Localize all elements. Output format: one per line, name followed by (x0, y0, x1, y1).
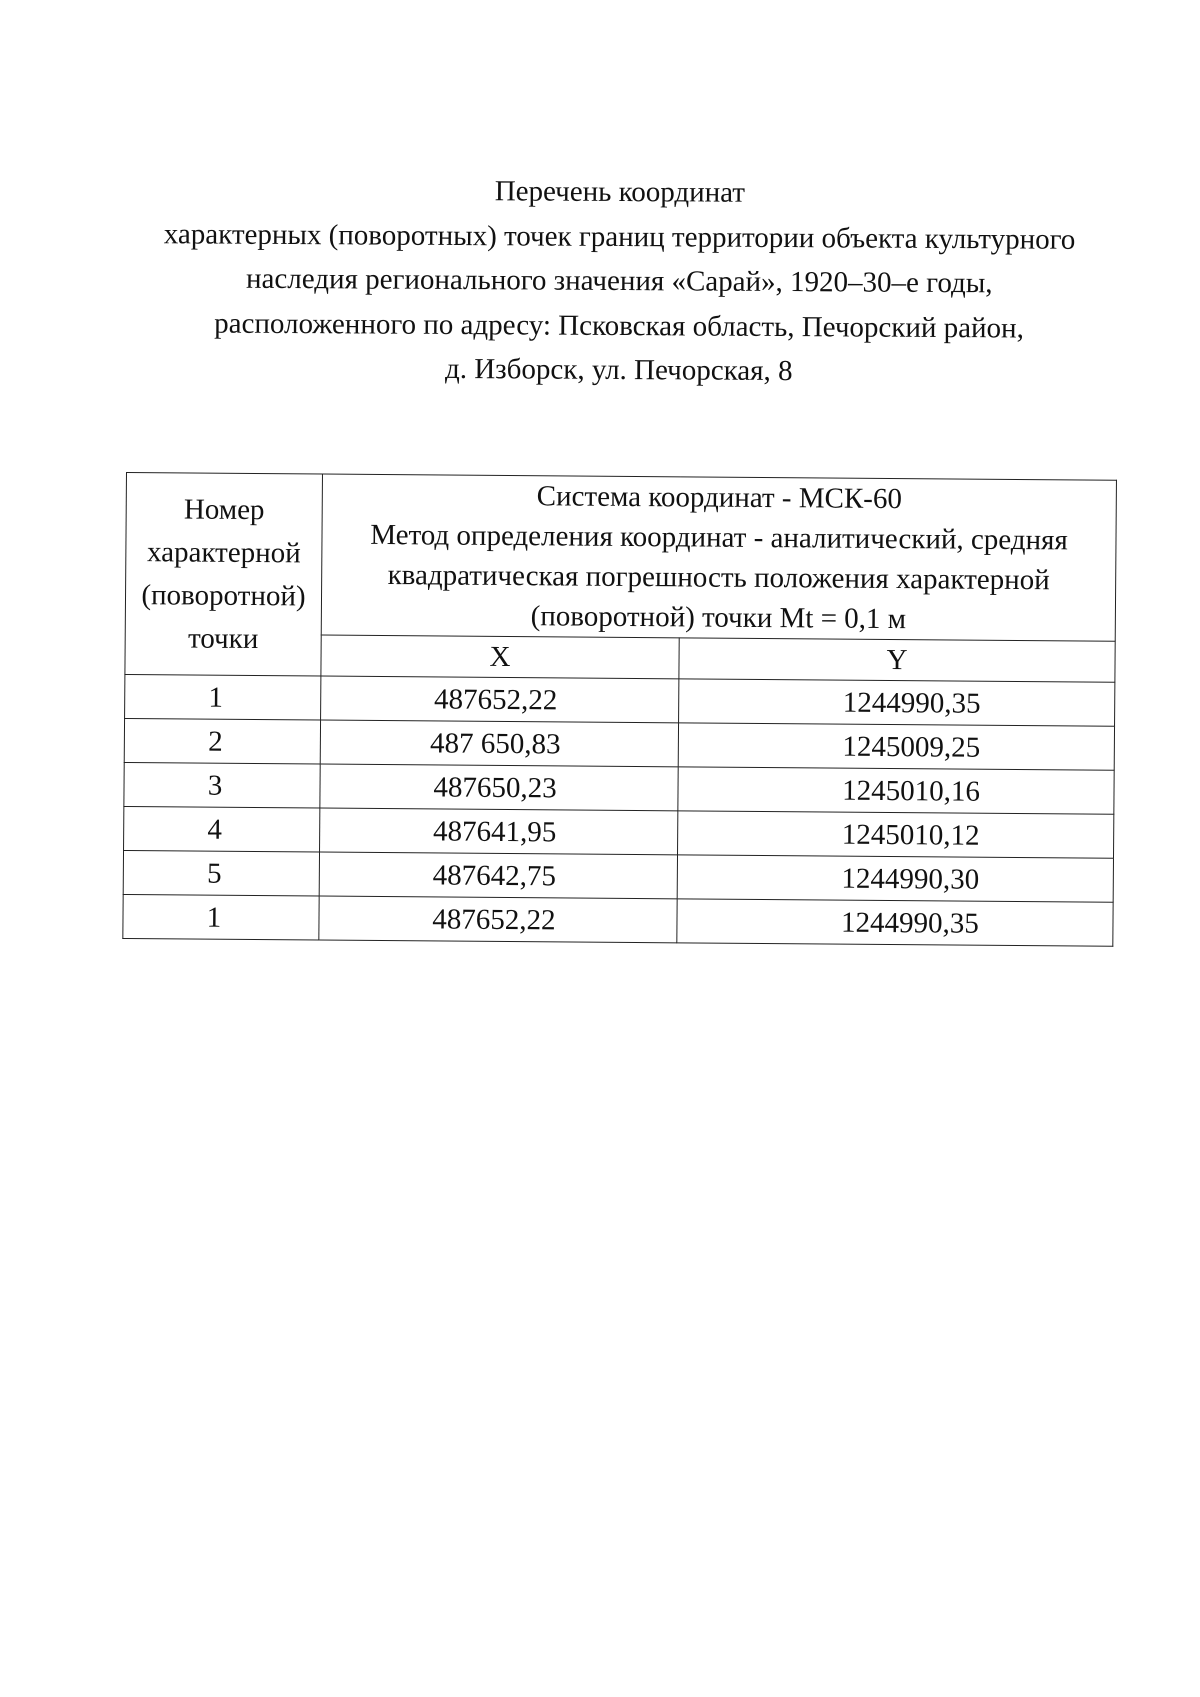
y-coordinate-cell: 1245009,25 (678, 723, 1114, 770)
title-line-1: Перечень координат (494, 175, 746, 209)
x-coordinate-cell: 487642,75 (319, 852, 677, 899)
y-coordinate-cell: 1244990,35 (677, 899, 1113, 946)
table-row (124, 718, 1114, 770)
point-number-cell: 1 (123, 894, 319, 940)
point-number-cell: 2 (124, 718, 320, 764)
table-row (124, 762, 1114, 814)
table-row (123, 894, 1113, 946)
point-number-cell: 5 (123, 850, 319, 896)
point-number-header-line: точки (187, 621, 259, 655)
document-title (119, 167, 1120, 396)
y-coordinate-cell: 1244990,35 (679, 679, 1115, 726)
point-number-header-line: (поворотной) (141, 578, 306, 612)
x-coordinate-cell: 487652,22 (321, 676, 679, 723)
x-coordinate-cell: 487 650,83 (320, 720, 678, 767)
coordinates-table (122, 472, 1117, 947)
point-number-header-line: характерной (146, 535, 301, 569)
y-coordinate-cell: 1245010,12 (678, 811, 1114, 858)
y-column-header: Y (679, 638, 1115, 682)
table-row (125, 674, 1115, 726)
title-line-3: наследия регионального значения «Сарай», 1920–30–е годы, (245, 262, 993, 300)
point-number-cell: 1 (125, 674, 321, 720)
coordinate-system-header-line: Система координат - МСК-60 (536, 480, 903, 516)
point-number-cell: 4 (124, 806, 320, 852)
coordinate-system-header (321, 474, 1116, 641)
y-coordinate-cell: 1244990,30 (677, 855, 1113, 902)
y-coordinate-cell: 1245010,16 (678, 767, 1114, 814)
x-column-header: X (321, 635, 679, 679)
coordinate-system-header-line: Метод определения координат - аналитический, средняя (370, 518, 1068, 557)
title-line-2: характерных (поворотных) точек границ территории объекта культурного (163, 217, 1076, 256)
title-line-4: расположенного по адресу: Псковская область, Печорский район, (214, 307, 1024, 344)
x-coordinate-cell: 487652,22 (319, 896, 677, 943)
table-row (123, 850, 1113, 902)
title-line-5: д. Изборск, ул. Печорская, 8 (444, 352, 793, 388)
coordinate-system-header-line: (поворотной) точки Mt = 0,1 м (530, 600, 907, 636)
point-number-cell: 3 (124, 762, 320, 808)
point-number-header-line: Номер (183, 492, 265, 526)
x-coordinate-cell: 487650,23 (320, 764, 678, 811)
coordinates-table-container (122, 472, 1116, 947)
x-coordinate-cell: 487641,95 (320, 808, 678, 855)
table-row (124, 806, 1114, 858)
table-header-row (125, 473, 1116, 642)
coordinate-system-header-line: квадратическая погрешность положения характерной (387, 559, 1050, 597)
point-number-header (125, 473, 323, 677)
